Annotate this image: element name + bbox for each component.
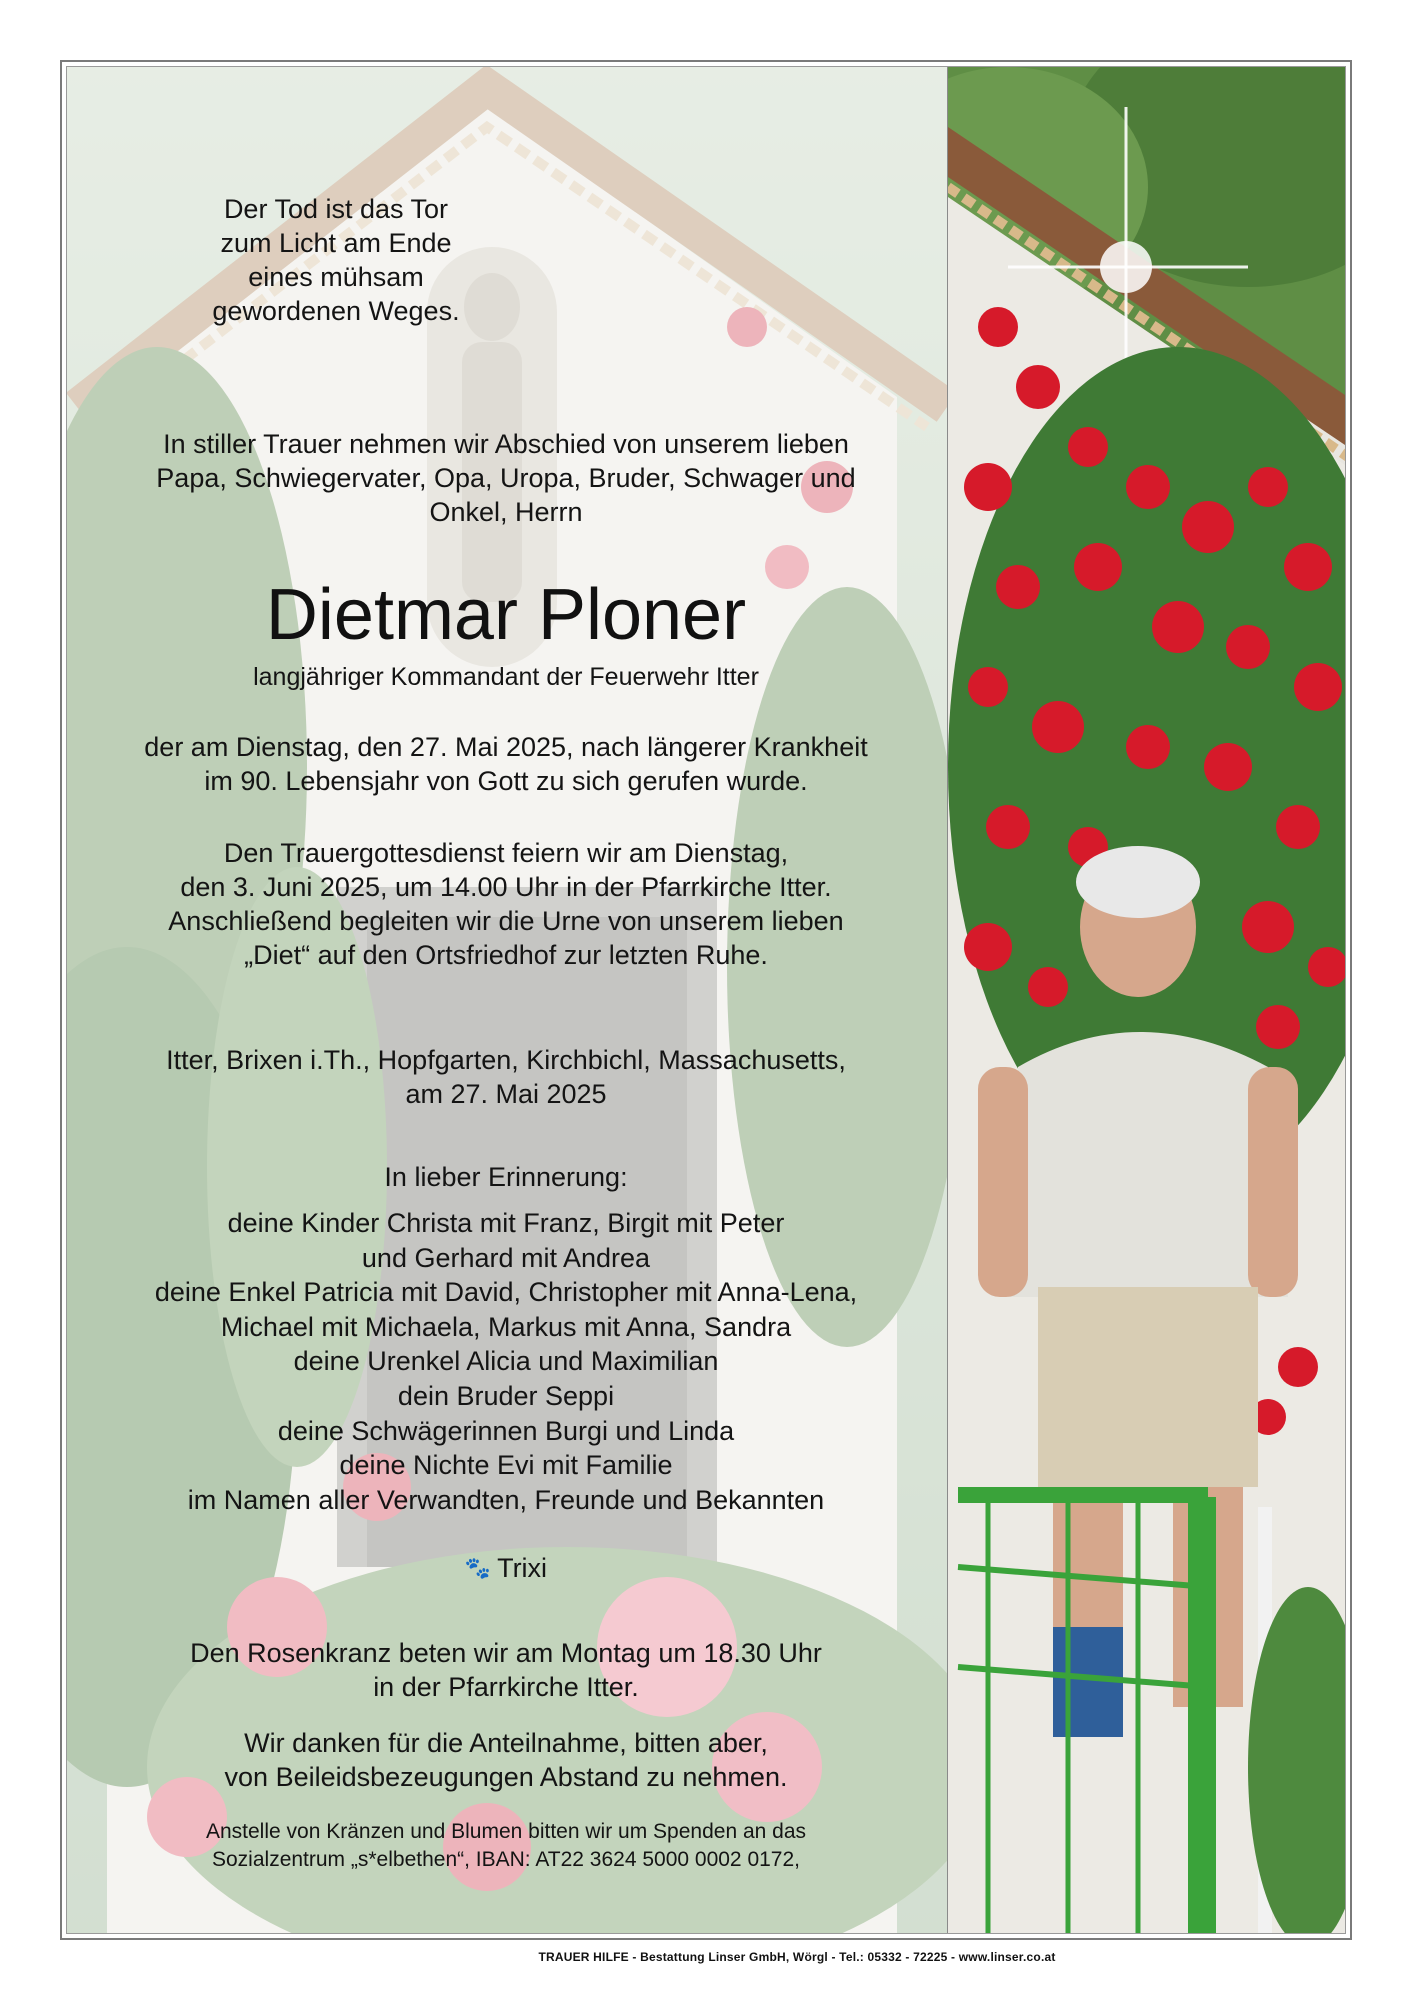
deceased-name: Dietmar Ploner	[265, 575, 747, 655]
pet-name: Trixi	[497, 1553, 548, 1583]
announcement-intro: In stiller Trauer nehmen wir Abschied von unserem lieben Papa, Schwiegervater, Opa, Uropa, Bruder, Schwager und Onkel, Herrn	[156, 429, 856, 527]
paw-icon: 🐾	[464, 1557, 492, 1580]
rosary-notice: Den Rosenkranz beten wir am Montag um 18.30 Uhr in der Pfarrkirche Itter.	[190, 1638, 822, 1702]
memory-heading: In lieber Erinnerung:	[384, 1162, 628, 1192]
deceased-role: langjähriger Kommandant der Feuerwehr Itter	[253, 663, 759, 691]
donation-notice: Anstelle von Kränzen und Blumen bitten wir um Spenden an das Sozialzentrum „s*elbethen“, IBAN: AT22 3624 5000 0002 0172,	[205, 1820, 807, 1871]
place-and-date: Itter, Brixen i.Th., Hopfgarten, Kirchbichl, Massachusetts, am 27. Mai 2025	[166, 1045, 846, 1109]
mourners-list: deine Kinder Christa mit Franz, Birgit mit Peter und Gerhard mit Andrea deine Enkel Patricia mit David, Christopher mit Anna-Lena, Michael mit Michaela, Markus mit Anna, Sandra deine Urenkel Alicia und Maximilian dein Bruder Seppi deine Schwägerinnen Burgi und Linda deine Nichte Evi mit Familie im Namen aller Verwandten, Freunde und Bekannten	[154, 1208, 858, 1515]
pet-line	[66, 1551, 946, 1586]
thanks-notice: Wir danken für die Anteilnahme, bitten aber, von Beileidsbezeugungen Abstand zu nehmen.	[224, 1728, 788, 1792]
portrait-photo	[947, 67, 1346, 1934]
funeral-service-details: Den Trauergottesdienst feiern wir am Dienstag, den 3. Juni 2025, um 14.00 Uhr in der Pfarrkirche Itter. Anschließend begleiten wir die Urne von unserem lieben „Diet“ auf den Ortsfriedhof zur letzten Ruhe.	[168, 838, 844, 970]
undertaker-footer: TRAUER HILFE - Bestattung Linser GmbH, Wörgl - Tel.: 05332 - 72225 - www.linser.co.at	[538, 1950, 1056, 1964]
notice-text-column	[66, 66, 946, 1934]
opening-quote: Der Tod ist das Tor zum Licht am Ende eines mühsam gewordenen Weges.	[212, 194, 460, 326]
portrait-illustration	[948, 67, 1346, 1934]
death-notice: der am Dienstag, den 27. Mai 2025, nach längerer Krankheit im 90. Lebensjahr von Gott zu sich gerufen wurde.	[144, 732, 868, 796]
